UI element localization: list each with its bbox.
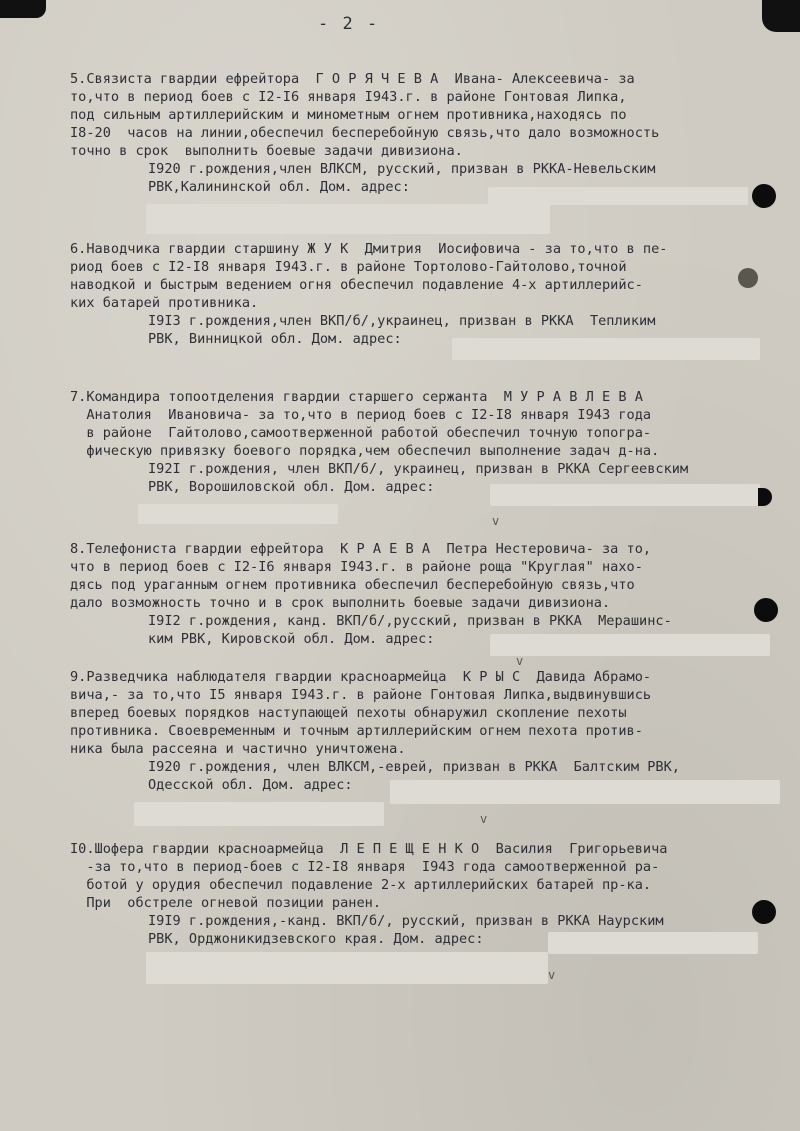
entry-line: риод боев с I2-I8 января I943.г. в районе Тортолово-Гайтолово,точной (70, 259, 627, 275)
award-entry-6 (70, 240, 785, 348)
redacted-address (134, 802, 384, 826)
bio-line: РВК,Калининской обл. Дом. адрес: (148, 179, 410, 195)
entry-line: Анатолия Ивановича- за то,что в период боев с I2-I8 января I943 года (70, 407, 652, 423)
redacted-address (138, 504, 338, 524)
entry-line: 5.Связиста гвардии ефрейтора Г О Р Я Ч Е В А Ивана- Алексеевича- за (70, 71, 635, 87)
redacted-address (490, 634, 770, 656)
entry-line: I0.Шофера гвардии красноармейца Л Е П Е Щ Е Н К О Василия Григорьевича (70, 841, 668, 857)
entry-line: ника была рассеяна и частично уничтожена. (70, 741, 406, 757)
entry-line: -за то,что в период-боев с I2-I8 января I943 года самоотверженной ра- (70, 859, 660, 875)
entry-line: вперед боевых порядков наступающей пехоты обнаружил скопление пехоты (70, 705, 627, 721)
redacted-address (488, 187, 748, 205)
redacted-address (548, 932, 758, 954)
bio-line: I920 г.рождения,член ВЛКСМ, русский, призван в РККА-Невельским (148, 161, 656, 177)
entry-line: фическую привязку боевого порядка,чем обеспечил выполнение задач д-на. (70, 443, 660, 459)
entry-line: под сильным артиллерийским и минометным огнем противника,находясь по (70, 107, 627, 123)
entry-line: наводкой и быстрым ведением огня обеспечил подавление 4-х артиллерийс- (70, 277, 643, 293)
entry-line: точно в срок выполнить боевые задачи дивизиона. (70, 143, 463, 159)
redacted-address (452, 338, 760, 360)
entry-line: ких батарей противника. (70, 295, 259, 311)
punch-hole (752, 900, 776, 924)
award-entry-5 (70, 70, 785, 196)
redacted-address (490, 484, 760, 506)
bio-line: I9I9 г.рождения,-канд. ВКП/б/, русский, призван в РККА Наурским (148, 913, 664, 929)
entry-line: 6.Наводчика гвардии старшину Ж У К Дмитрия Иосифовича - за то,что в пе- (70, 241, 668, 257)
entry-line: дясь под ураганным огнем противника обеспечил бесперебойную связь,что (70, 577, 635, 593)
check-mark: v (516, 654, 524, 668)
entry-line: 9.Разведчика наблюдателя гвардии красноармейца К Р Ы С Давида Абрамо- (70, 669, 652, 685)
bio-line: РВК, Винницкой обл. Дом. адрес: (148, 331, 402, 347)
redacted-address (146, 952, 548, 984)
page-number: - 2 - (318, 14, 380, 34)
check-mark: v (492, 514, 500, 528)
award-entry-9 (70, 668, 785, 794)
entry-line: При обстреле огневой позиции ранен. (70, 895, 381, 911)
scan-corner-shadow (0, 0, 46, 18)
entry-line: противника. Своевременным и точным артиллерийским огнем пехота против- (70, 723, 643, 739)
entry-line: что в период боев с I2-I6 января I943.г. в районе роща "Круглая" нахо- (70, 559, 643, 575)
redacted-address (390, 780, 780, 804)
punch-hole (738, 268, 758, 288)
bio-line: I9I2 г.рождения, канд. ВКП/б/,русский, призван в РККА Мерашинс- (148, 613, 672, 629)
entry-line: дало возможность точно и в срок выполнить боевые задачи дивизиона. (70, 595, 611, 611)
entry-line: I8-20 часов на линии,обеспечил бесперебойную связь,что дало возможность (70, 125, 660, 141)
bio-line: I92I г.рождения, член ВКП/б/, украинец, призван в РККА Сергеевским (148, 461, 689, 477)
entry-line: ботой у орудия обеспечил подавление 2-х артиллерийских батарей пр-ка. (70, 877, 652, 893)
bio-line: РВК, Орджоникидзевского края. Дом. адрес: (148, 931, 484, 947)
award-entry-8 (70, 540, 785, 648)
punch-hole (758, 488, 772, 506)
punch-hole (752, 184, 776, 208)
entry-line: 7.Командира топоотделения гвардии старшего сержанта М У Р А В Л Е В А (70, 389, 643, 405)
entry-line: в районе Гайтолово,самоотверженной работой обеспечил точную топогра- (70, 425, 652, 441)
entry-line: вича,- за то,что I5 января I943.г. в районе Гонтовая Липка,выдвинувшись (70, 687, 652, 703)
award-entry-7 (70, 388, 785, 496)
scan-corner-shadow (762, 0, 800, 32)
bio-line: I9I3 г.рождения,член ВКП/б/,украинец, призван в РККА Тепликим (148, 313, 656, 329)
bio-line: Одесской обл. Дом. адрес: (148, 777, 353, 793)
entry-line: то,что в период боев с I2-I6 января I943.г. в районе Гонтовая Липка, (70, 89, 627, 105)
bio-line: I920 г.рождения, член ВЛКСМ,-еврей, призван в РККА Балтским РВК, (148, 759, 680, 775)
check-mark: v (548, 968, 556, 982)
redacted-address (146, 204, 550, 234)
punch-hole (754, 598, 778, 622)
bio-line: РВК, Ворошиловской обл. Дом. адрес: (148, 479, 435, 495)
entry-line: 8.Телефониста гвардии ефрейтора К Р А Е В А Петра Нестеровича- за то, (70, 541, 652, 557)
check-mark: v (480, 812, 488, 826)
bio-line: ким РВК, Кировской обл. Дом. адрес: (148, 631, 435, 647)
